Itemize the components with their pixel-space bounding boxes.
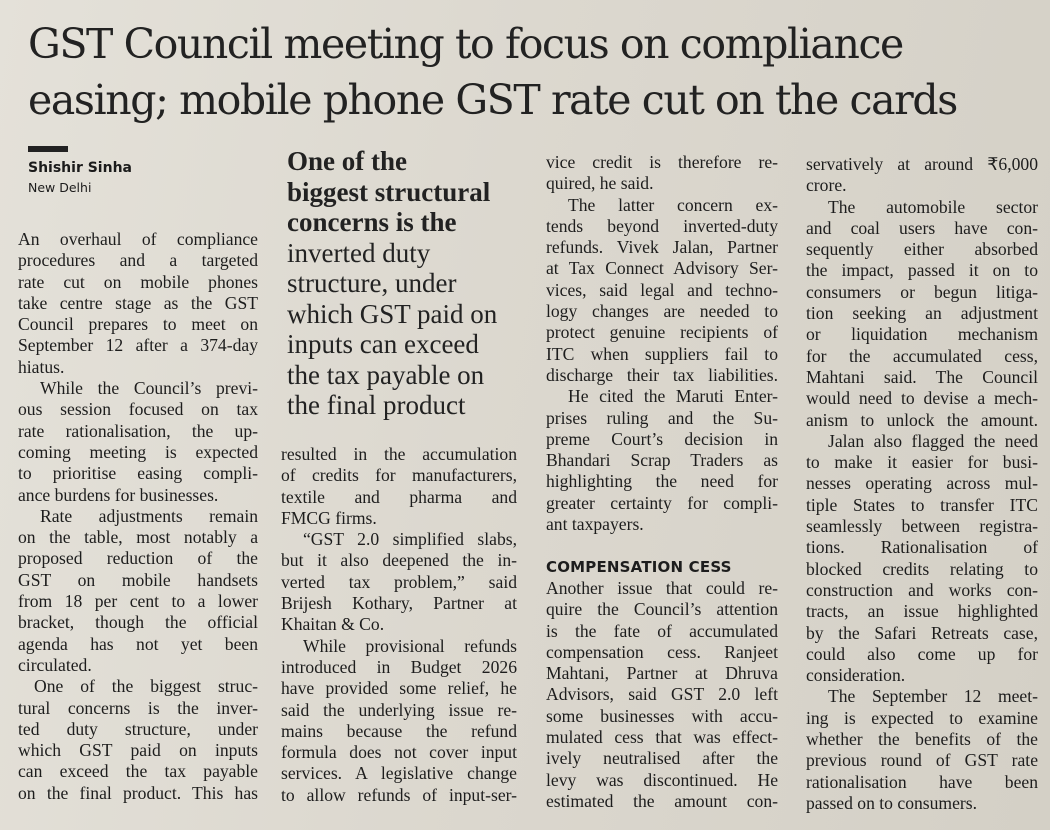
text-line: Council prepares to meet on [18, 314, 258, 335]
text-line: rate rationalisation, the up- [18, 420, 258, 441]
pull-quote-line: One of the [287, 146, 407, 176]
text-line: could also come up for [806, 643, 1038, 664]
text-line: from 18 per cent to a lower [18, 591, 258, 612]
text-line: Rate adjustments remain [40, 505, 258, 526]
text-line: ant taxpayers. [546, 514, 644, 535]
pull-quote-line: biggest structural [287, 176, 491, 207]
text-line: Jalan also flagged the need [828, 430, 1038, 451]
pull-quote-line: inputs can exceed [287, 329, 479, 359]
section-subhead: COMPENSATION CESS [546, 557, 732, 576]
dateline: New Delhi [28, 180, 92, 195]
blank-line [546, 535, 778, 556]
text-line: Advisors, said GST 2.0 left [546, 684, 778, 705]
text-line: greater certainty for compli- [546, 492, 778, 513]
text-line: consumers or begun litiga- [806, 281, 1038, 302]
text-line: have provided some relief, he [281, 678, 517, 699]
text-line: services. A legislative change [281, 763, 517, 784]
article-column-3 [546, 152, 778, 812]
text-line: to allow refunds of input-ser- [281, 784, 517, 805]
pull-quote [287, 146, 519, 421]
text-line: preme Court’s decision in [546, 428, 778, 449]
text-line: is the fate of accumulated [546, 620, 778, 641]
text-line: September 12 after a 374-day [18, 335, 258, 356]
text-line: mains because the refund [281, 720, 517, 741]
text-line: ous session focused on tax [18, 399, 258, 420]
text-line: rate cut on mobile phones [18, 271, 258, 292]
text-line: anism to unlock the amount. [806, 409, 1038, 430]
text-line: or liquidation mechanism [806, 324, 1038, 345]
pull-quote-line: inverted duty [287, 237, 431, 268]
text-line: Mahtani, Partner at Dhruva [546, 663, 778, 684]
text-line: One of the biggest struc- [34, 676, 258, 697]
text-line: procedures and a targeted [18, 250, 258, 271]
text-line: tends beyond inverted-duty [546, 215, 778, 236]
text-line: “GST 2.0 simplified slabs, [303, 529, 517, 550]
text-line: proposed reduction of the [18, 548, 258, 569]
text-line: While provisional refunds [303, 635, 517, 656]
text-line: verted tax problem,” said [281, 571, 517, 592]
text-line: at Tax Connect Advisory Ser- [546, 258, 778, 279]
pull-quote-line: structure, under [287, 268, 457, 298]
text-line: ively neutralised after the [546, 748, 778, 769]
text-line: can exceed the tax payable [18, 761, 258, 782]
text-line: would need to devise a mech- [806, 388, 1038, 409]
text-line: previous round of GST rate [806, 750, 1038, 771]
article-column-4 [806, 154, 1038, 814]
text-line: tiple States to transfer ITC [806, 494, 1038, 515]
text-line: coming meeting is expected [18, 441, 258, 462]
text-line: quire the Council’s attention [546, 599, 778, 620]
headline-line: GST Council meeting to focus on compliance [28, 20, 903, 68]
pull-quote-line: which GST paid on [287, 298, 498, 329]
text-line: by the Safari Retreats case, [806, 622, 1038, 643]
text-line: Mahtani said. The Council [806, 366, 1038, 387]
text-line: whether the benefits of the [806, 729, 1038, 750]
text-line: to prioritise easing compli- [18, 463, 258, 484]
byline-rule [28, 146, 68, 152]
text-line: logy changes are needed to [546, 301, 778, 322]
text-line: on the final product. This has [18, 782, 258, 803]
text-line: servatively at around ₹6,000 [806, 154, 1038, 174]
headline-line: easing; mobile phone GST rate cut on the cards [28, 76, 957, 124]
text-line: some businesses with accu- [546, 705, 778, 726]
text-line: mulated cess that was effect- [546, 727, 778, 748]
text-line: The latter concern ex- [568, 194, 778, 215]
text-line: tracts, an issue highlighted [806, 601, 1038, 622]
text-line: protect genuine recipients of [546, 322, 778, 343]
text-line: GST on mobile handsets [18, 569, 258, 590]
text-line: on the table, most notably a [18, 527, 258, 548]
text-line: tion seeking an adjustment [806, 303, 1038, 324]
text-line: take centre stage as the GST [18, 292, 258, 313]
author-name: Shishir Sinha [28, 160, 132, 176]
text-line: hiatus. [18, 356, 65, 377]
text-line: The September 12 meet- [828, 686, 1038, 707]
text-line: consideration. [806, 665, 906, 686]
text-line: seamlessly between registra- [806, 516, 1038, 537]
text-line: resulted in the accumulation [281, 444, 517, 464]
text-line: crore. [806, 175, 847, 196]
text-line: to make it easier for busi- [806, 452, 1038, 473]
text-line: levy was discontinued. He [546, 769, 778, 790]
text-line: estimated the amount con- [546, 790, 778, 811]
text-line: ITC when suppliers fail to [546, 343, 778, 364]
text-line: An overhaul of compliance [18, 229, 258, 249]
text-line: Bhandari Scrap Traders as [546, 450, 778, 471]
text-line: passed on to consumers. [806, 792, 978, 813]
text-line: blocked credits relating to [806, 558, 1038, 579]
text-line: ing is expected to examine [806, 707, 1038, 728]
text-line: prises ruling and the Su- [546, 407, 778, 428]
text-line: of credits for manufacturers, [281, 465, 517, 486]
text-line: formula does not cover input [281, 742, 517, 763]
text-line: agenda has not yet been [18, 633, 258, 654]
text-line: tural concerns is the inver- [18, 697, 258, 718]
text-line: the impact, passed it on to [806, 260, 1038, 281]
text-line: textile and pharma and [281, 486, 517, 507]
text-line: compensation cess. Ranjeet [546, 641, 778, 662]
text-line: Another issue that could re- [546, 577, 778, 598]
text-line: discharge their tax liabilities. [546, 364, 778, 385]
text-line: ted duty structure, under [18, 718, 258, 739]
text-line: bracket, though the official [18, 612, 258, 633]
text-line: The automobile sector [828, 196, 1038, 217]
text-line: He cited the Maruti Enter- [568, 386, 778, 407]
text-line: rationalisation have been [806, 771, 1038, 792]
article-column-2 [281, 444, 517, 806]
byline [28, 158, 132, 198]
text-line: nesses operating across mul- [806, 473, 1038, 494]
text-line: said the underlying issue re- [281, 699, 517, 720]
text-line: Brijesh Kothary, Partner at [281, 593, 517, 614]
article-column-1 [18, 229, 258, 804]
text-line: sequently either absorbed [806, 239, 1038, 260]
pull-quote-line: the final product [287, 390, 466, 420]
text-line: quired, he said. [546, 173, 654, 194]
text-line: which GST paid on inputs [18, 740, 258, 761]
pull-quote-line: the tax payable on [287, 359, 485, 390]
text-line: Khaitan & Co. [281, 614, 385, 635]
text-line: introduced in Budget 2026 [281, 656, 517, 677]
text-line: FMCG firms. [281, 507, 377, 528]
text-line: for the accumulated cess, [806, 345, 1038, 366]
text-line: While the Council’s previ- [40, 378, 258, 399]
text-line: ance burdens for businesses. [18, 484, 219, 505]
text-line: refunds. Vivek Jalan, Partner [546, 237, 778, 258]
text-line: highlighting the need for [546, 471, 778, 492]
text-line: but it also deepened the in- [281, 550, 517, 571]
text-line: and coal users have con- [806, 217, 1038, 238]
pull-quote-line: concerns is the [287, 207, 457, 237]
text-line: vices, said legal and techno- [546, 279, 778, 300]
article-headline [28, 16, 1043, 128]
text-line: circulated. [18, 654, 92, 675]
text-line: tions. Rationalisation of [806, 537, 1038, 558]
text-line: vice credit is therefore re- [546, 152, 778, 172]
text-line: construction and works con- [806, 579, 1038, 600]
